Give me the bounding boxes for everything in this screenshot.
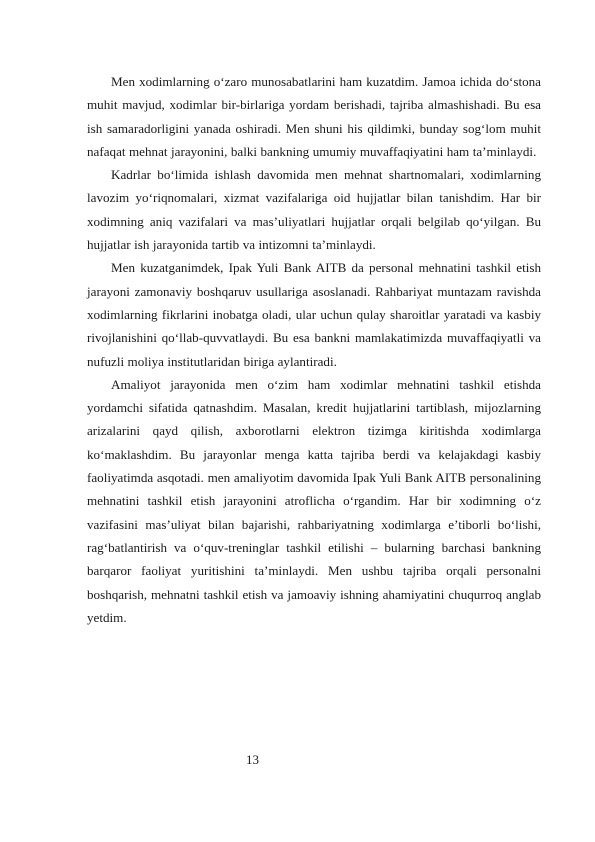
paragraph-hr-department: Kadrlar bo‘limida ishlash davomida men mehnat shartnomalari, xodimlarning lavozim yo‘riqnomalari, xizmat vazifalariga oid hujjatlar bilan tanishdim. Har bir xodimning aniq vazifalari va mas’uliyatlari hujjatlar orqali belgilab qo‘yilgan. Bu hujjatlar ish jarayonida tartib va intizomni ta’minlaydi.: [87, 167, 541, 253]
paragraph-relations: Men xodimlarning o‘zaro munosabatlarini ham kuzatdim. Jamoa ichida do‘stona muhit mavjud, xodimlar bir-birlariga yordam berishadi, tajriba almashishadi. Bu esa ish samaradorligini yanada oshiradi. Men shuni his qildimki, bunday sog‘lom muhit nafaqat mehnat jarayonini, balki bankning umumiy muvaffaqiyatini ham ta’minlaydi.: [87, 74, 541, 159]
paragraph-management: Men kuzatganimdek, Ipak Yuli Bank AITB da personal mehnatini tashkil etish jarayoni zamonaviy boshqaruv usullariga asoslanadi. Rahbariyat muntazam ravishda xodimlarning fikrlarini inobatga oladi, ular uchun qulay sharoitlar yaratadi va kasbiy rivojlanishini qo‘llab-quvvatlaydi. Bu esa bankni mamlakatimizda muvaffaqiyatli va nufuzli moliya institutlaridan biriga aylantiradi.: [87, 260, 541, 369]
paragraph-practice: Amaliyot jarayonida men o‘zim ham xodimlar mehnatini tashkil etishda yordamchi sifatida qatnashdim. Masalan, kredit hujjatlarini tartiblash, mijozlarning arizalarini qayd qilish, axborotlarni elektron tizimga kiritishda xodimlarga ko‘maklashdim. Bu jarayonlar menga katta tajriba berdi va kelajakdagi kasbiy faoliyatimda asqotadi. men amaliyotim davomida Ipak Yuli Bank AITB personalining mehnatini tashkil etish jarayonini atroflicha o‘rgandim. Har bir xodimning o‘z vazifasini mas’uliyat bilan bajarishi, rahbariyatning xodimlarga e’tiborli bo‘lishi, rag‘batlantirish va o‘quv-treninglar tashkil etilishi – bularning barchasi bankning barqaror faoliyat yuritishini ta’minlaydi. Men ushbu tajriba orqali personalni boshqarish, mehnatni tashkil etish va jamoaviy ishning ahamiyatini chuqurroq anglab yetdim.: [87, 376, 541, 625]
page-number: 13: [246, 752, 259, 767]
document-body: [87, 70, 541, 629]
